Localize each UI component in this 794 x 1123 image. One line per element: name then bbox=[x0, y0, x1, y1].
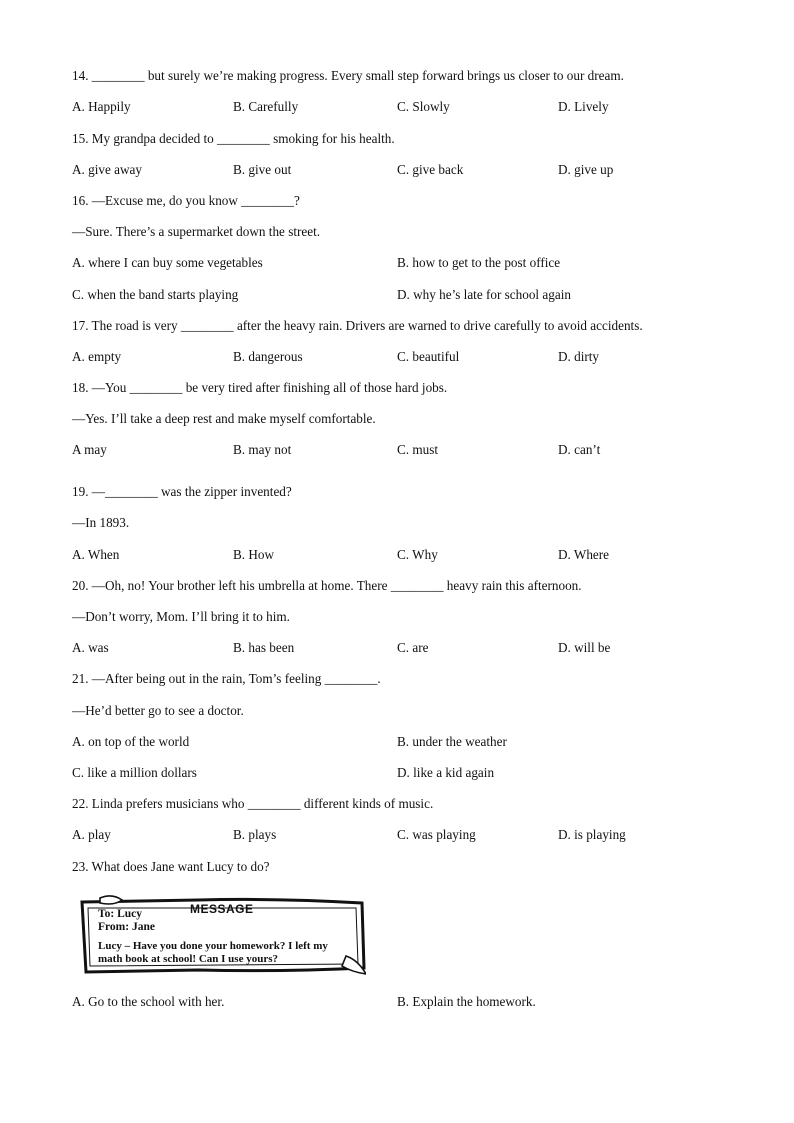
question-23: 23. What does Jane want Lucy to do? bbox=[72, 859, 270, 874]
q14-option-d[interactable]: D. Lively bbox=[558, 99, 609, 114]
q14-option-c[interactable]: C. Slowly bbox=[397, 99, 450, 114]
message-body-line2: math book at school! Can I use yours? bbox=[98, 953, 278, 965]
q22-option-c[interactable]: C. was playing bbox=[397, 827, 476, 842]
q14-option-a[interactable]: A. Happily bbox=[72, 99, 131, 114]
q15-option-c[interactable]: C. give back bbox=[397, 162, 464, 177]
message-note-image bbox=[78, 894, 366, 976]
q18-option-c[interactable]: C. must bbox=[397, 442, 439, 457]
q17-option-b[interactable]: B. dangerous bbox=[233, 349, 303, 364]
question-20: 20. —Oh, no! Your brother left his umbrella at home. There ________ heavy rain this afternoon. bbox=[72, 578, 582, 593]
q20-option-c[interactable]: C. are bbox=[397, 640, 429, 655]
question-16-reply: —Sure. There’s a supermarket down the street. bbox=[72, 224, 321, 239]
q21-option-a[interactable]: A. on top of the world bbox=[72, 734, 190, 749]
q17-option-a[interactable]: A. empty bbox=[72, 349, 122, 364]
q16-option-b[interactable]: B. how to get to the post office bbox=[397, 255, 561, 270]
q14-option-b[interactable]: B. Carefully bbox=[233, 99, 299, 114]
message-title: MESSAGE bbox=[190, 902, 254, 916]
question-16: 16. —Excuse me, do you know ________? bbox=[72, 193, 300, 208]
message-to: To: Lucy bbox=[98, 908, 142, 920]
q15-option-a[interactable]: A. give away bbox=[72, 162, 142, 177]
q21-option-d[interactable]: D. like a kid again bbox=[397, 765, 495, 780]
q23-option-a[interactable]: A. Go to the school with her. bbox=[72, 994, 225, 1009]
message-from: From: Jane bbox=[98, 921, 155, 933]
q23-option-b[interactable]: B. Explain the homework. bbox=[397, 994, 536, 1009]
q16-option-d[interactable]: D. why he’s late for school again bbox=[397, 287, 571, 302]
q17-option-d[interactable]: D. dirty bbox=[558, 349, 600, 364]
q17-option-c[interactable]: C. beautiful bbox=[397, 349, 460, 364]
question-18-reply: —Yes. I’ll take a deep rest and make myself comfortable. bbox=[72, 411, 376, 426]
q19-option-d[interactable]: D. Where bbox=[558, 547, 610, 562]
question-17: 17. The road is very ________ after the heavy rain. Drivers are warned to drive carefully to avoid accidents. bbox=[72, 318, 643, 333]
question-14: 14. ________ but surely we’re making progress. Every small step forward brings us closer to our dream. bbox=[72, 68, 624, 83]
question-19-reply: —In 1893. bbox=[72, 515, 130, 530]
q18-option-d[interactable]: D. can’t bbox=[558, 442, 601, 457]
q20-option-d[interactable]: D. will be bbox=[558, 640, 611, 655]
q18-option-b[interactable]: B. may not bbox=[233, 442, 292, 457]
q18-option-a[interactable]: A may bbox=[72, 442, 107, 457]
question-15: 15. My grandpa decided to ________ smoking for his health. bbox=[72, 131, 395, 146]
question-20-reply: —Don’t worry, Mom. I’ll bring it to him. bbox=[72, 609, 290, 624]
q20-option-b[interactable]: B. has been bbox=[233, 640, 295, 655]
question-18: 18. —You ________ be very tired after finishing all of those hard jobs. bbox=[72, 380, 448, 395]
q21-option-c[interactable]: C. like a million dollars bbox=[72, 765, 197, 780]
question-19: 19. —________ was the zipper invented? bbox=[72, 484, 292, 499]
q20-option-a[interactable]: A. was bbox=[72, 640, 109, 655]
q15-option-b[interactable]: B. give out bbox=[233, 162, 292, 177]
q15-option-d[interactable]: D. give up bbox=[558, 162, 614, 177]
question-22: 22. Linda prefers musicians who ________ different kinds of music. bbox=[72, 796, 434, 811]
question-21: 21. —After being out in the rain, Tom’s feeling ________. bbox=[72, 671, 381, 686]
message-body-line1: Lucy – Have you done your homework? I left my bbox=[98, 940, 328, 952]
q19-option-c[interactable]: C. Why bbox=[397, 547, 438, 562]
q22-option-b[interactable]: B. plays bbox=[233, 827, 277, 842]
q16-option-c[interactable]: C. when the band starts playing bbox=[72, 287, 239, 302]
q19-option-b[interactable]: B. How bbox=[233, 547, 275, 562]
q22-option-a[interactable]: A. play bbox=[72, 827, 111, 842]
q22-option-d[interactable]: D. is playing bbox=[558, 827, 626, 842]
q16-option-a[interactable]: A. where I can buy some vegetables bbox=[72, 255, 263, 270]
q21-option-b[interactable]: B. under the weather bbox=[397, 734, 507, 749]
question-21-reply: —He’d better go to see a doctor. bbox=[72, 703, 244, 718]
q19-option-a[interactable]: A. When bbox=[72, 547, 120, 562]
